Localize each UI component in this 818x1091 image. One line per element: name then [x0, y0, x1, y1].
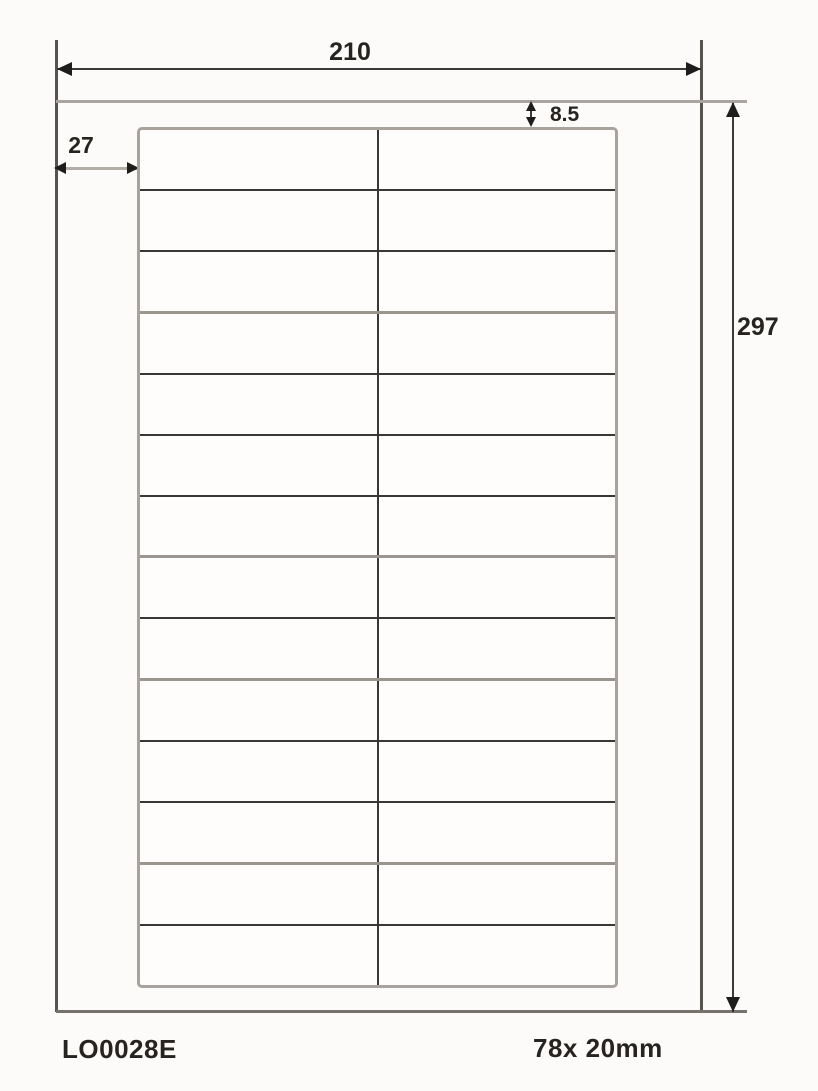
label-row — [140, 250, 615, 311]
label-row — [140, 189, 615, 250]
label-cell — [379, 681, 616, 740]
label-grid — [137, 127, 618, 988]
label-cell — [140, 314, 379, 373]
label-row — [140, 862, 615, 924]
left-margin-dimension-line — [57, 167, 138, 170]
label-cell — [140, 865, 379, 924]
label-cell — [140, 252, 379, 311]
label-cell — [379, 865, 616, 924]
label-cell — [140, 497, 379, 556]
label-cell — [379, 436, 616, 495]
top-margin-value: 8.5 — [550, 103, 580, 126]
sheet-right-edge — [700, 40, 703, 1012]
label-row — [140, 740, 615, 801]
sheet-top-edge — [56, 100, 747, 103]
label-cell — [379, 497, 616, 556]
label-cell — [140, 375, 379, 434]
arrow-down-icon — [526, 117, 536, 127]
label-cell — [140, 681, 379, 740]
sheet-width-dimension-line — [57, 68, 701, 70]
label-cell — [379, 252, 616, 311]
label-cell — [140, 803, 379, 862]
label-cell — [379, 742, 616, 801]
arrow-up-icon — [526, 101, 536, 111]
sheet-width-value: 210 — [329, 38, 371, 66]
label-row — [140, 924, 615, 985]
sheet-height-dimension-line — [732, 103, 734, 1012]
label-row — [140, 555, 615, 617]
label-cell — [379, 926, 616, 985]
sheet-bottom-edge — [56, 1010, 747, 1013]
label-cell — [140, 130, 379, 189]
arrow-left-icon — [54, 162, 66, 174]
arrow-right-icon — [686, 62, 701, 76]
label-cell — [379, 803, 616, 862]
label-row — [140, 617, 615, 678]
label-cell — [140, 558, 379, 617]
left-margin-value: 27 — [68, 132, 94, 158]
label-cell — [379, 191, 616, 250]
label-row — [140, 801, 615, 862]
sheet-height-value: 297 — [737, 313, 779, 341]
label-cell — [140, 619, 379, 678]
label-cell — [379, 314, 616, 373]
product-code: LO0028E — [62, 1034, 177, 1064]
label-row — [140, 678, 615, 740]
label-cell — [140, 436, 379, 495]
label-cell — [379, 130, 616, 189]
label-row — [140, 130, 615, 189]
arrow-left-icon — [57, 62, 72, 76]
label-row — [140, 373, 615, 434]
label-cell — [140, 191, 379, 250]
label-cell — [140, 742, 379, 801]
label-cell — [379, 375, 616, 434]
label-cell — [379, 558, 616, 617]
arrow-down-icon — [726, 997, 740, 1012]
arrow-up-icon — [726, 102, 740, 117]
label-row — [140, 434, 615, 495]
label-cell — [140, 926, 379, 985]
label-size-text: 78x 20mm — [533, 1033, 663, 1063]
label-row — [140, 311, 615, 373]
label-row — [140, 495, 615, 556]
label-cell — [379, 619, 616, 678]
sheet-left-edge — [55, 40, 58, 1012]
